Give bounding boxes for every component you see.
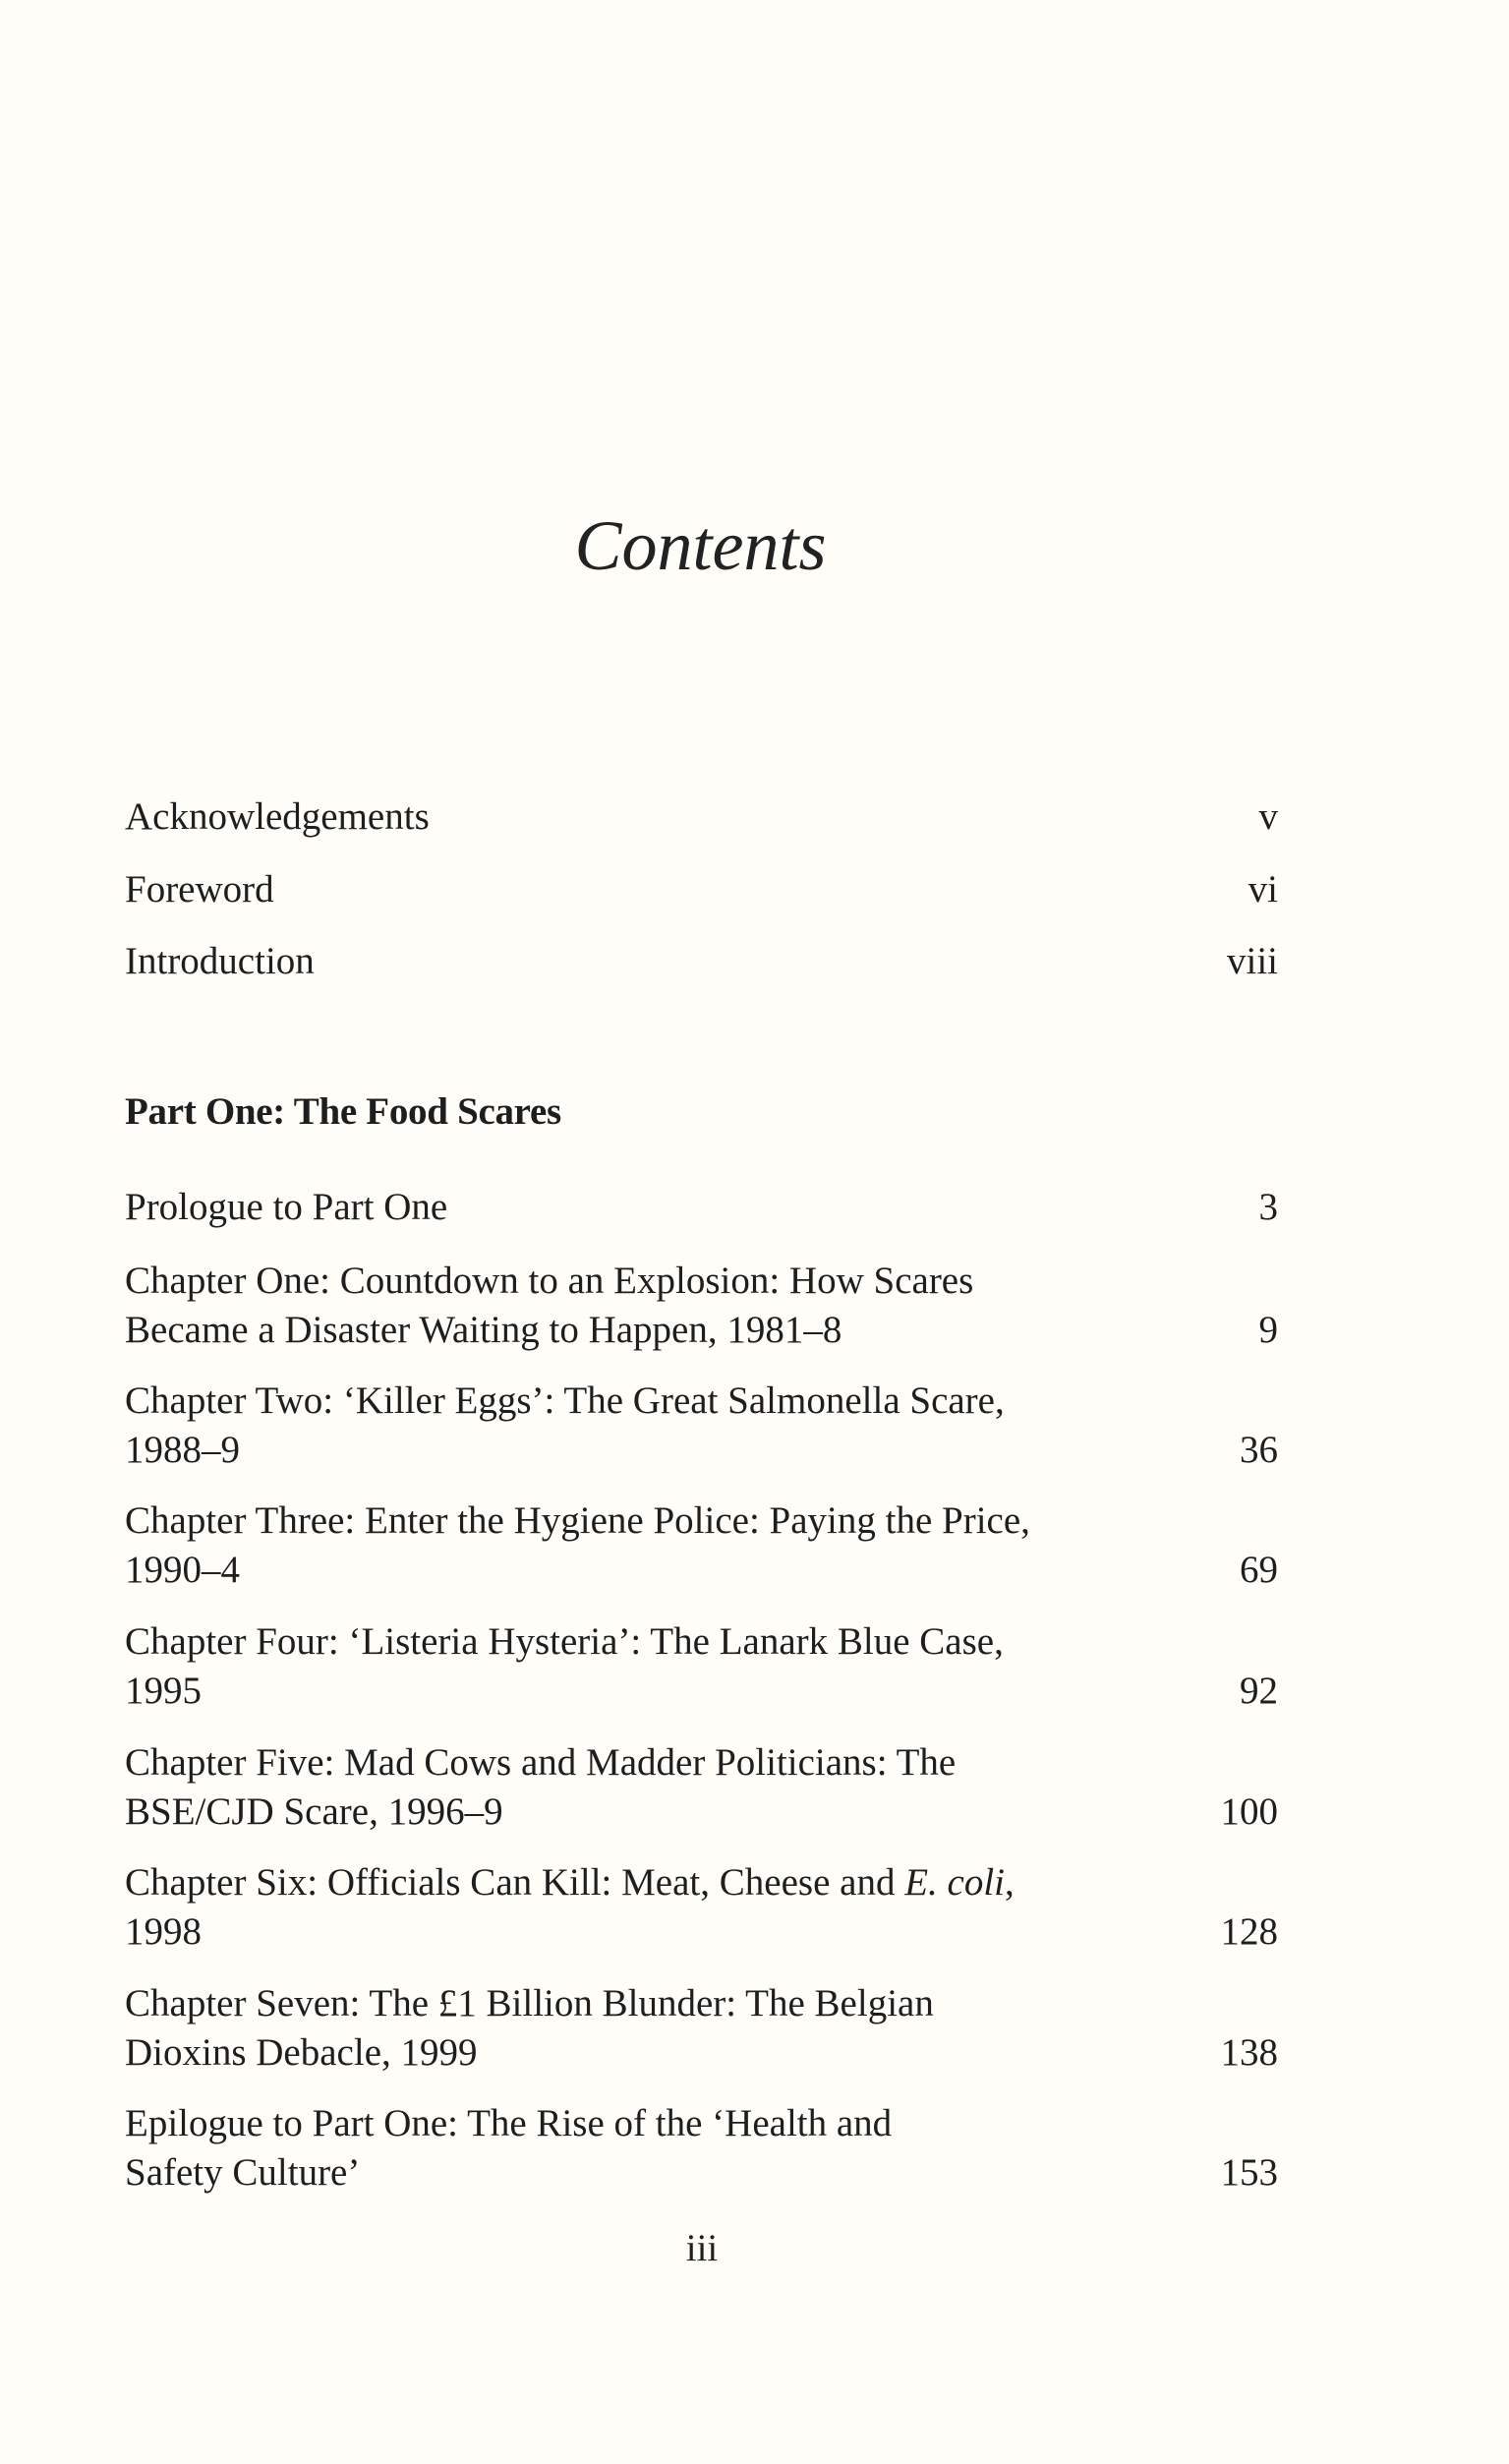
toc-entry-label: Introduction bbox=[125, 940, 315, 982]
toc-entry-label-line1: Chapter Two: ‘Killer Eggs’: The Great Salmonella Scare, bbox=[125, 1379, 1005, 1422]
toc-page-number: 128 bbox=[1220, 1910, 1278, 1953]
toc-entry-label-line1: Epilogue to Part One: The Rise of the ‘Health and bbox=[125, 2102, 893, 2144]
toc-entry-acknowledgements[interactable] bbox=[125, 792, 1278, 842]
toc-entry-chapter-six[interactable] bbox=[125, 1858, 1278, 1957]
toc-page-number: 92 bbox=[1240, 1670, 1278, 1712]
toc-entry-introduction[interactable] bbox=[125, 937, 1278, 986]
toc-entry-label-line1: Chapter Four: ‘Listeria Hysteria’: The Lanark Blue Case, bbox=[125, 1620, 1004, 1663]
toc-page-number: 36 bbox=[1240, 1429, 1278, 1471]
toc-page-number: 138 bbox=[1220, 2031, 1278, 2074]
toc-entry-label-line2: 1990–4 bbox=[125, 1549, 240, 1591]
toc-entry-label-line1: Chapter One: Countdown to an Explosion: How Scares bbox=[125, 1260, 974, 1302]
toc-entry-label-line2: 1998 bbox=[125, 1910, 202, 1953]
toc-page-number: vi bbox=[1248, 868, 1278, 910]
toc-entry-label-line1 bbox=[125, 1858, 1108, 1907]
toc-entry-prologue[interactable] bbox=[125, 1183, 1278, 1232]
toc-entry-label-line2: Safety Culture’ bbox=[125, 2151, 361, 2194]
toc-page-number: 3 bbox=[1258, 1186, 1278, 1228]
toc-page-number: 100 bbox=[1220, 1790, 1278, 1833]
toc-entry-text: , bbox=[1005, 1861, 1015, 1904]
toc-entry-chapter-two[interactable] bbox=[125, 1377, 1278, 1475]
toc-entry-chapter-four[interactable] bbox=[125, 1617, 1278, 1716]
toc-entry-label-line1: Chapter Three: Enter the Hygiene Police: Paying the Price, bbox=[125, 1499, 1030, 1542]
toc-entry-label-line1: Chapter Five: Mad Cows and Madder Politicians: The bbox=[125, 1741, 957, 1784]
toc-entry-label: Prologue to Part One bbox=[125, 1186, 448, 1228]
toc-entry-chapter-seven[interactable] bbox=[125, 1979, 1278, 2078]
toc-entry-label-line1: Chapter Seven: The £1 Billion Blunder: The Belgian bbox=[125, 1982, 934, 2024]
toc-entry-label-line2: BSE/CJD Scare, 1996–9 bbox=[125, 1790, 503, 1833]
part-heading: Part One: The Food Scares bbox=[125, 1090, 561, 1133]
toc-entry-text: Chapter Six: Officials Can Kill: Meat, Cheese and bbox=[125, 1861, 905, 1904]
toc-entry-label: Acknowledgements bbox=[125, 795, 430, 838]
toc-page-number: viii bbox=[1226, 940, 1278, 982]
toc-entry-label-line2: Became a Disaster Waiting to Happen, 1981–8 bbox=[125, 1309, 842, 1351]
toc-page-number: 153 bbox=[1220, 2151, 1278, 2194]
italic-term: E. coli bbox=[904, 1861, 1006, 1904]
toc-page-number: v bbox=[1258, 795, 1278, 838]
toc-entry-foreword[interactable] bbox=[125, 865, 1278, 914]
toc-entry-chapter-three[interactable] bbox=[125, 1496, 1278, 1595]
page-title: Contents bbox=[574, 506, 827, 585]
toc-page-number: 69 bbox=[1240, 1549, 1278, 1591]
page-folio: iii bbox=[685, 2227, 719, 2269]
toc-entry-chapter-one[interactable] bbox=[125, 1257, 1278, 1355]
toc-entry-label-line2: 1995 bbox=[125, 1670, 202, 1712]
toc-entry-label-line2: Dioxins Debacle, 1999 bbox=[125, 2031, 478, 2074]
toc-page-number: 9 bbox=[1258, 1309, 1278, 1351]
toc-entry-label-line2: 1988–9 bbox=[125, 1429, 240, 1471]
toc-entry-label: Foreword bbox=[125, 868, 274, 910]
toc-entry-chapter-five[interactable] bbox=[125, 1738, 1278, 1837]
toc-entry-epilogue[interactable] bbox=[125, 2099, 1278, 2198]
